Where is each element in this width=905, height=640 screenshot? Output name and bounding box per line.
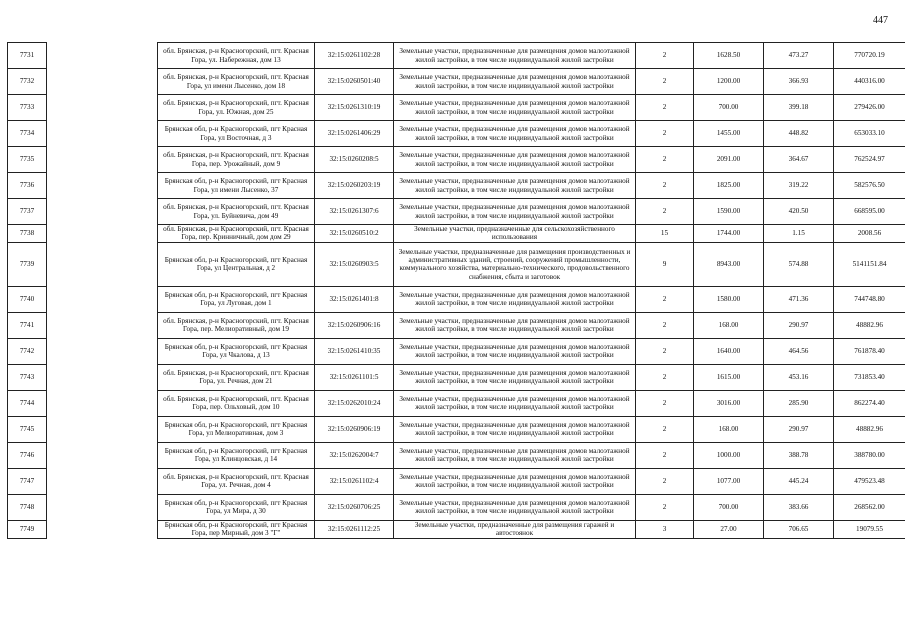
group-cell: 2: [636, 416, 694, 442]
address-cell: обл. Брянская, р-н Красногорский, пгт. Красная Гора, пер. Ольховый, дом 10: [158, 390, 315, 416]
row-number: 7736: [8, 173, 47, 199]
land-use-cell: Земельные участки, предназначенные для размещения домов малоэтажной жилой застройки, в том числе индивидуальной жилой застройки: [394, 364, 636, 390]
cadastral-number-cell: 32:15:0260906:19: [315, 416, 394, 442]
unit-value-cell: 290.97: [764, 416, 834, 442]
unit-value-cell: 383.66: [764, 494, 834, 520]
unit-value-cell: 319.22: [764, 173, 834, 199]
area-cell: 700.00: [694, 95, 764, 121]
address-cell: обл. Брянская, р-н Красногорский, пгт. Красная Гора, ул. Речная, дом 21: [158, 364, 315, 390]
row-number: 7733: [8, 95, 47, 121]
cadastral-number-cell: 32:15:0261102:28: [315, 43, 394, 69]
cadastral-number-cell: 32:15:0261112:25: [315, 520, 394, 538]
spacer-cell: [47, 442, 158, 468]
unit-value-cell: 420.50: [764, 199, 834, 225]
row-number: 7732: [8, 69, 47, 95]
cadastral-cost-cell: 770720.19: [834, 43, 905, 69]
table-row: [8, 442, 905, 468]
cadastral-cost-cell: 761878.40: [834, 338, 905, 364]
cadastral-cost-cell: 668595.00: [834, 199, 905, 225]
spacer-cell: [47, 242, 158, 286]
cadastral-number-cell: 32:15:0261101:5: [315, 364, 394, 390]
group-cell: 2: [636, 147, 694, 173]
cadastral-cost-cell: 582576.50: [834, 173, 905, 199]
area-cell: 700.00: [694, 494, 764, 520]
table-row: [8, 69, 905, 95]
unit-value-cell: 364.67: [764, 147, 834, 173]
land-use-cell: Земельные участки, предназначенные для размещения домов малоэтажной жилой застройки, в том числе индивидуальной жилой застройки: [394, 416, 636, 442]
area-cell: 1825.00: [694, 173, 764, 199]
address-cell: Брянская обл, р-н Красногорский, пгт Красная Гора, ул имени Лысенко, 37: [158, 173, 315, 199]
table-row: [8, 225, 905, 243]
group-cell: 15: [636, 225, 694, 243]
cadastral-number-cell: 32:15:0262004:7: [315, 442, 394, 468]
unit-value-cell: 290.97: [764, 312, 834, 338]
area-cell: 1455.00: [694, 121, 764, 147]
row-number: 7737: [8, 199, 47, 225]
table-row: [8, 390, 905, 416]
cadastral-number-cell: 32:15:0262010:24: [315, 390, 394, 416]
group-cell: 2: [636, 121, 694, 147]
cadastral-value-table: [7, 42, 905, 539]
table-row: [8, 494, 905, 520]
area-cell: 1580.00: [694, 286, 764, 312]
table-row: [8, 312, 905, 338]
address-cell: Брянская обл, р-н Красногорский, пгт Красная Гора, ул Чкалова, д 13: [158, 338, 315, 364]
land-use-cell: Земельные участки, предназначенные для размещения домов малоэтажной жилой застройки, в том числе индивидуальной жилой застройки: [394, 494, 636, 520]
unit-value-cell: 1.15: [764, 225, 834, 243]
land-use-cell: Земельные участки, предназначенные для размещения домов малоэтажной жилой застройки, в том числе индивидуальной жилой застройки: [394, 442, 636, 468]
row-number: 7749: [8, 520, 47, 538]
group-cell: 2: [636, 390, 694, 416]
address-cell: Брянская обл, р-н Красногорский, пгт Красная Гора, ул Клинцовская, д 14: [158, 442, 315, 468]
cadastral-cost-cell: 862274.40: [834, 390, 905, 416]
table-row: [8, 468, 905, 494]
land-use-cell: Земельные участки, предназначенные для размещения домов малоэтажной жилой застройки, в том числе индивидуальной жилой застройки: [394, 338, 636, 364]
unit-value-cell: 706.65: [764, 520, 834, 538]
spacer-cell: [47, 390, 158, 416]
cadastral-number-cell: 32:15:0260903:5: [315, 242, 394, 286]
group-cell: 2: [636, 494, 694, 520]
area-cell: 2091.00: [694, 147, 764, 173]
cadastral-number-cell: 32:15:0260906:16: [315, 312, 394, 338]
table-row: [8, 338, 905, 364]
land-use-cell: Земельные участки, предназначенные для размещения домов малоэтажной жилой застройки, в том числе индивидуальной жилой застройки: [394, 43, 636, 69]
address-cell: обл. Брянская, р-н Красногорский, пгт. Красная Гора, ул. Речная, дом 4: [158, 468, 315, 494]
unit-value-cell: 574.88: [764, 242, 834, 286]
cadastral-cost-cell: 744748.80: [834, 286, 905, 312]
address-cell: Брянская обл, р-н Красногорский, пгт Красная Гора, ул Восточная, д 3: [158, 121, 315, 147]
group-cell: 2: [636, 95, 694, 121]
unit-value-cell: 473.27: [764, 43, 834, 69]
unit-value-cell: 366.93: [764, 69, 834, 95]
area-cell: 8943.00: [694, 242, 764, 286]
group-cell: 2: [636, 286, 694, 312]
cadastral-cost-cell: 762524.97: [834, 147, 905, 173]
row-number: 7742: [8, 338, 47, 364]
spacer-cell: [47, 286, 158, 312]
cadastral-cost-cell: 279426.00: [834, 95, 905, 121]
spacer-cell: [47, 95, 158, 121]
unit-value-cell: 285.90: [764, 390, 834, 416]
spacer-cell: [47, 468, 158, 494]
address-cell: Брянская обл, р-н Красногорский, пгт Красная Гора, ул Центральная, д 2: [158, 242, 315, 286]
table-row: [8, 43, 905, 69]
row-number: 7745: [8, 416, 47, 442]
spacer-cell: [47, 494, 158, 520]
address-cell: обл. Брянская, р-н Красногорский, пгт. Красная Гора, пер. Урожайный, дом 9: [158, 147, 315, 173]
cadastral-number-cell: 32:15:0261401:8: [315, 286, 394, 312]
group-cell: 2: [636, 312, 694, 338]
cadastral-number-cell: 32:15:0261406:29: [315, 121, 394, 147]
land-use-cell: Земельные участки, предназначенные для размещения домов малоэтажной жилой застройки, в том числе индивидуальной жилой застройки: [394, 286, 636, 312]
row-number: 7734: [8, 121, 47, 147]
address-cell: Брянская обл, р-н Красногорский, пгт Красная Гора, ул Мира, д 30: [158, 494, 315, 520]
land-use-cell: Земельные участки, предназначенные для размещения гаражей и автостоянок: [394, 520, 636, 538]
spacer-cell: [47, 121, 158, 147]
cadastral-cost-cell: 5141151.84: [834, 242, 905, 286]
land-use-cell: Земельные участки, предназначенные для размещения домов малоэтажной жилой застройки, в том числе индивидуальной жилой застройки: [394, 468, 636, 494]
table-row: [8, 520, 905, 538]
row-number: 7741: [8, 312, 47, 338]
row-number: 7738: [8, 225, 47, 243]
group-cell: 3: [636, 520, 694, 538]
area-cell: 27.00: [694, 520, 764, 538]
group-cell: 2: [636, 442, 694, 468]
land-use-cell: Земельные участки, предназначенные для размещения домов малоэтажной жилой застройки, в том числе индивидуальной жилой застройки: [394, 173, 636, 199]
land-use-cell: Земельные участки, предназначенные для размещения домов малоэтажной жилой застройки, в том числе индивидуальной жилой застройки: [394, 312, 636, 338]
cadastral-cost-cell: 19079.55: [834, 520, 905, 538]
unit-value-cell: 388.78: [764, 442, 834, 468]
group-cell: 2: [636, 173, 694, 199]
table-row: [8, 416, 905, 442]
spacer-cell: [47, 312, 158, 338]
table-row: [8, 286, 905, 312]
cadastral-cost-cell: 479523.48: [834, 468, 905, 494]
unit-value-cell: 471.36: [764, 286, 834, 312]
group-cell: 2: [636, 199, 694, 225]
land-use-cell: Земельные участки, предназначенные для размещения производственных и административных зданий, строений, сооружений промышленности, коммунального хозяйства, материально-технического, продовольственного снабжения, сбыта и заготовок: [394, 242, 636, 286]
land-use-cell: Земельные участки, предназначенные для размещения домов малоэтажной жилой застройки, в том числе индивидуальной жилой застройки: [394, 69, 636, 95]
row-number: 7747: [8, 468, 47, 494]
row-number: 7744: [8, 390, 47, 416]
address-cell: Брянская обл, р-н Красногорский, пгт Красная Гора, пер Мирный, дом 3 "Г": [158, 520, 315, 538]
spacer-cell: [47, 520, 158, 538]
cadastral-number-cell: 32:15:0260501:40: [315, 69, 394, 95]
cadastral-cost-cell: 731853.40: [834, 364, 905, 390]
spacer-cell: [47, 225, 158, 243]
cadastral-cost-cell: 388780.00: [834, 442, 905, 468]
table-row: [8, 242, 905, 286]
cadastral-number-cell: 32:15:0260510:2: [315, 225, 394, 243]
row-number: 7746: [8, 442, 47, 468]
cadastral-number-cell: 32:15:0260203:19: [315, 173, 394, 199]
area-cell: 168.00: [694, 312, 764, 338]
group-cell: 2: [636, 43, 694, 69]
unit-value-cell: 453.16: [764, 364, 834, 390]
cadastral-number-cell: 32:15:0261410:35: [315, 338, 394, 364]
row-number: 7740: [8, 286, 47, 312]
area-cell: 1615.00: [694, 364, 764, 390]
cadastral-number-cell: 32:15:0260706:25: [315, 494, 394, 520]
land-use-cell: Земельные участки, предназначенные для размещения домов малоэтажной жилой застройки, в том числе индивидуальной жилой застройки: [394, 390, 636, 416]
spacer-cell: [47, 416, 158, 442]
area-cell: 1077.00: [694, 468, 764, 494]
land-use-cell: Земельные участки, предназначенные для размещения домов малоэтажной жилой застройки, в том числе индивидуальной жилой застройки: [394, 95, 636, 121]
address-cell: обл. Брянская, р-н Красногорский, пгт. Красная Гора, пер. Мелиоративный, дом 19: [158, 312, 315, 338]
table-row: [8, 199, 905, 225]
address-cell: обл. Брянская, р-н Красногорский, пгт. Красная Гора, ул. Набережная, дом 13: [158, 43, 315, 69]
spacer-cell: [47, 364, 158, 390]
spacer-cell: [47, 199, 158, 225]
area-cell: 1590.00: [694, 199, 764, 225]
table-row: [8, 95, 905, 121]
cadastral-cost-cell: 48882.96: [834, 312, 905, 338]
table-row: [8, 173, 905, 199]
address-cell: обл. Брянская, р-н Красногорский, пгт. Красная Гора, ул. Южная, дом 25: [158, 95, 315, 121]
group-cell: 9: [636, 242, 694, 286]
group-cell: 2: [636, 338, 694, 364]
group-cell: 2: [636, 364, 694, 390]
table-row: [8, 147, 905, 173]
spacer-cell: [47, 173, 158, 199]
unit-value-cell: 399.18: [764, 95, 834, 121]
cadastral-cost-cell: 440316.00: [834, 69, 905, 95]
area-cell: 1640.00: [694, 338, 764, 364]
row-number: 7748: [8, 494, 47, 520]
row-number: 7735: [8, 147, 47, 173]
area-cell: 1200.00: [694, 69, 764, 95]
spacer-cell: [47, 147, 158, 173]
address-cell: обл. Брянская, р-н Красногорский, пгт. Красная Гора, пер. Кринничный, дом дом 29: [158, 225, 315, 243]
area-cell: 3016.00: [694, 390, 764, 416]
address-cell: Брянская обл, р-н Красногорский, пгт Красная Гора, ул Луговая, дом 1: [158, 286, 315, 312]
row-number: 7739: [8, 242, 47, 286]
land-use-cell: Земельные участки, предназначенные для размещения домов малоэтажной жилой застройки, в том числе индивидуальной жилой застройки: [394, 199, 636, 225]
table-row: [8, 364, 905, 390]
table-row: [8, 121, 905, 147]
land-use-cell: Земельные участки, предназначенные для сельскохозяйственного использования: [394, 225, 636, 243]
unit-value-cell: 464.56: [764, 338, 834, 364]
cadastral-cost-cell: 268562.00: [834, 494, 905, 520]
group-cell: 2: [636, 69, 694, 95]
address-cell: обл. Брянская, р-н Красногорский, пгт. Красная Гора, ул имени Лысенко, дом 18: [158, 69, 315, 95]
area-cell: 1000.00: [694, 442, 764, 468]
land-use-cell: Земельные участки, предназначенные для размещения домов малоэтажной жилой застройки, в том числе индивидуальной жилой застройки: [394, 147, 636, 173]
unit-value-cell: 445.24: [764, 468, 834, 494]
cadastral-cost-cell: 653033.10: [834, 121, 905, 147]
row-number: 7743: [8, 364, 47, 390]
spacer-cell: [47, 338, 158, 364]
unit-value-cell: 448.82: [764, 121, 834, 147]
spacer-cell: [47, 69, 158, 95]
cadastral-cost-cell: 48882.96: [834, 416, 905, 442]
area-cell: 1628.50: [694, 43, 764, 69]
cadastral-number-cell: 32:15:0260208:5: [315, 147, 394, 173]
cadastral-number-cell: 32:15:0261307:6: [315, 199, 394, 225]
group-cell: 2: [636, 468, 694, 494]
cadastral-number-cell: 32:15:0261102:4: [315, 468, 394, 494]
spacer-cell: [47, 43, 158, 69]
land-use-cell: Земельные участки, предназначенные для размещения домов малоэтажной жилой застройки, в том числе индивидуальной жилой застройки: [394, 121, 636, 147]
cadastral-number-cell: 32:15:0261310:19: [315, 95, 394, 121]
row-number: 7731: [8, 43, 47, 69]
page-number: 447: [873, 15, 888, 26]
cadastral-cost-cell: 2008.56: [834, 225, 905, 243]
address-cell: Брянская обл, р-н Красногорский, пгт Красная Гора, ул Мелиоративная, дом 3: [158, 416, 315, 442]
area-cell: 1744.00: [694, 225, 764, 243]
area-cell: 168.00: [694, 416, 764, 442]
address-cell: обл. Брянская, р-н Красногорский, пгт. Красная Гора, ул. Буйневича, дом 49: [158, 199, 315, 225]
